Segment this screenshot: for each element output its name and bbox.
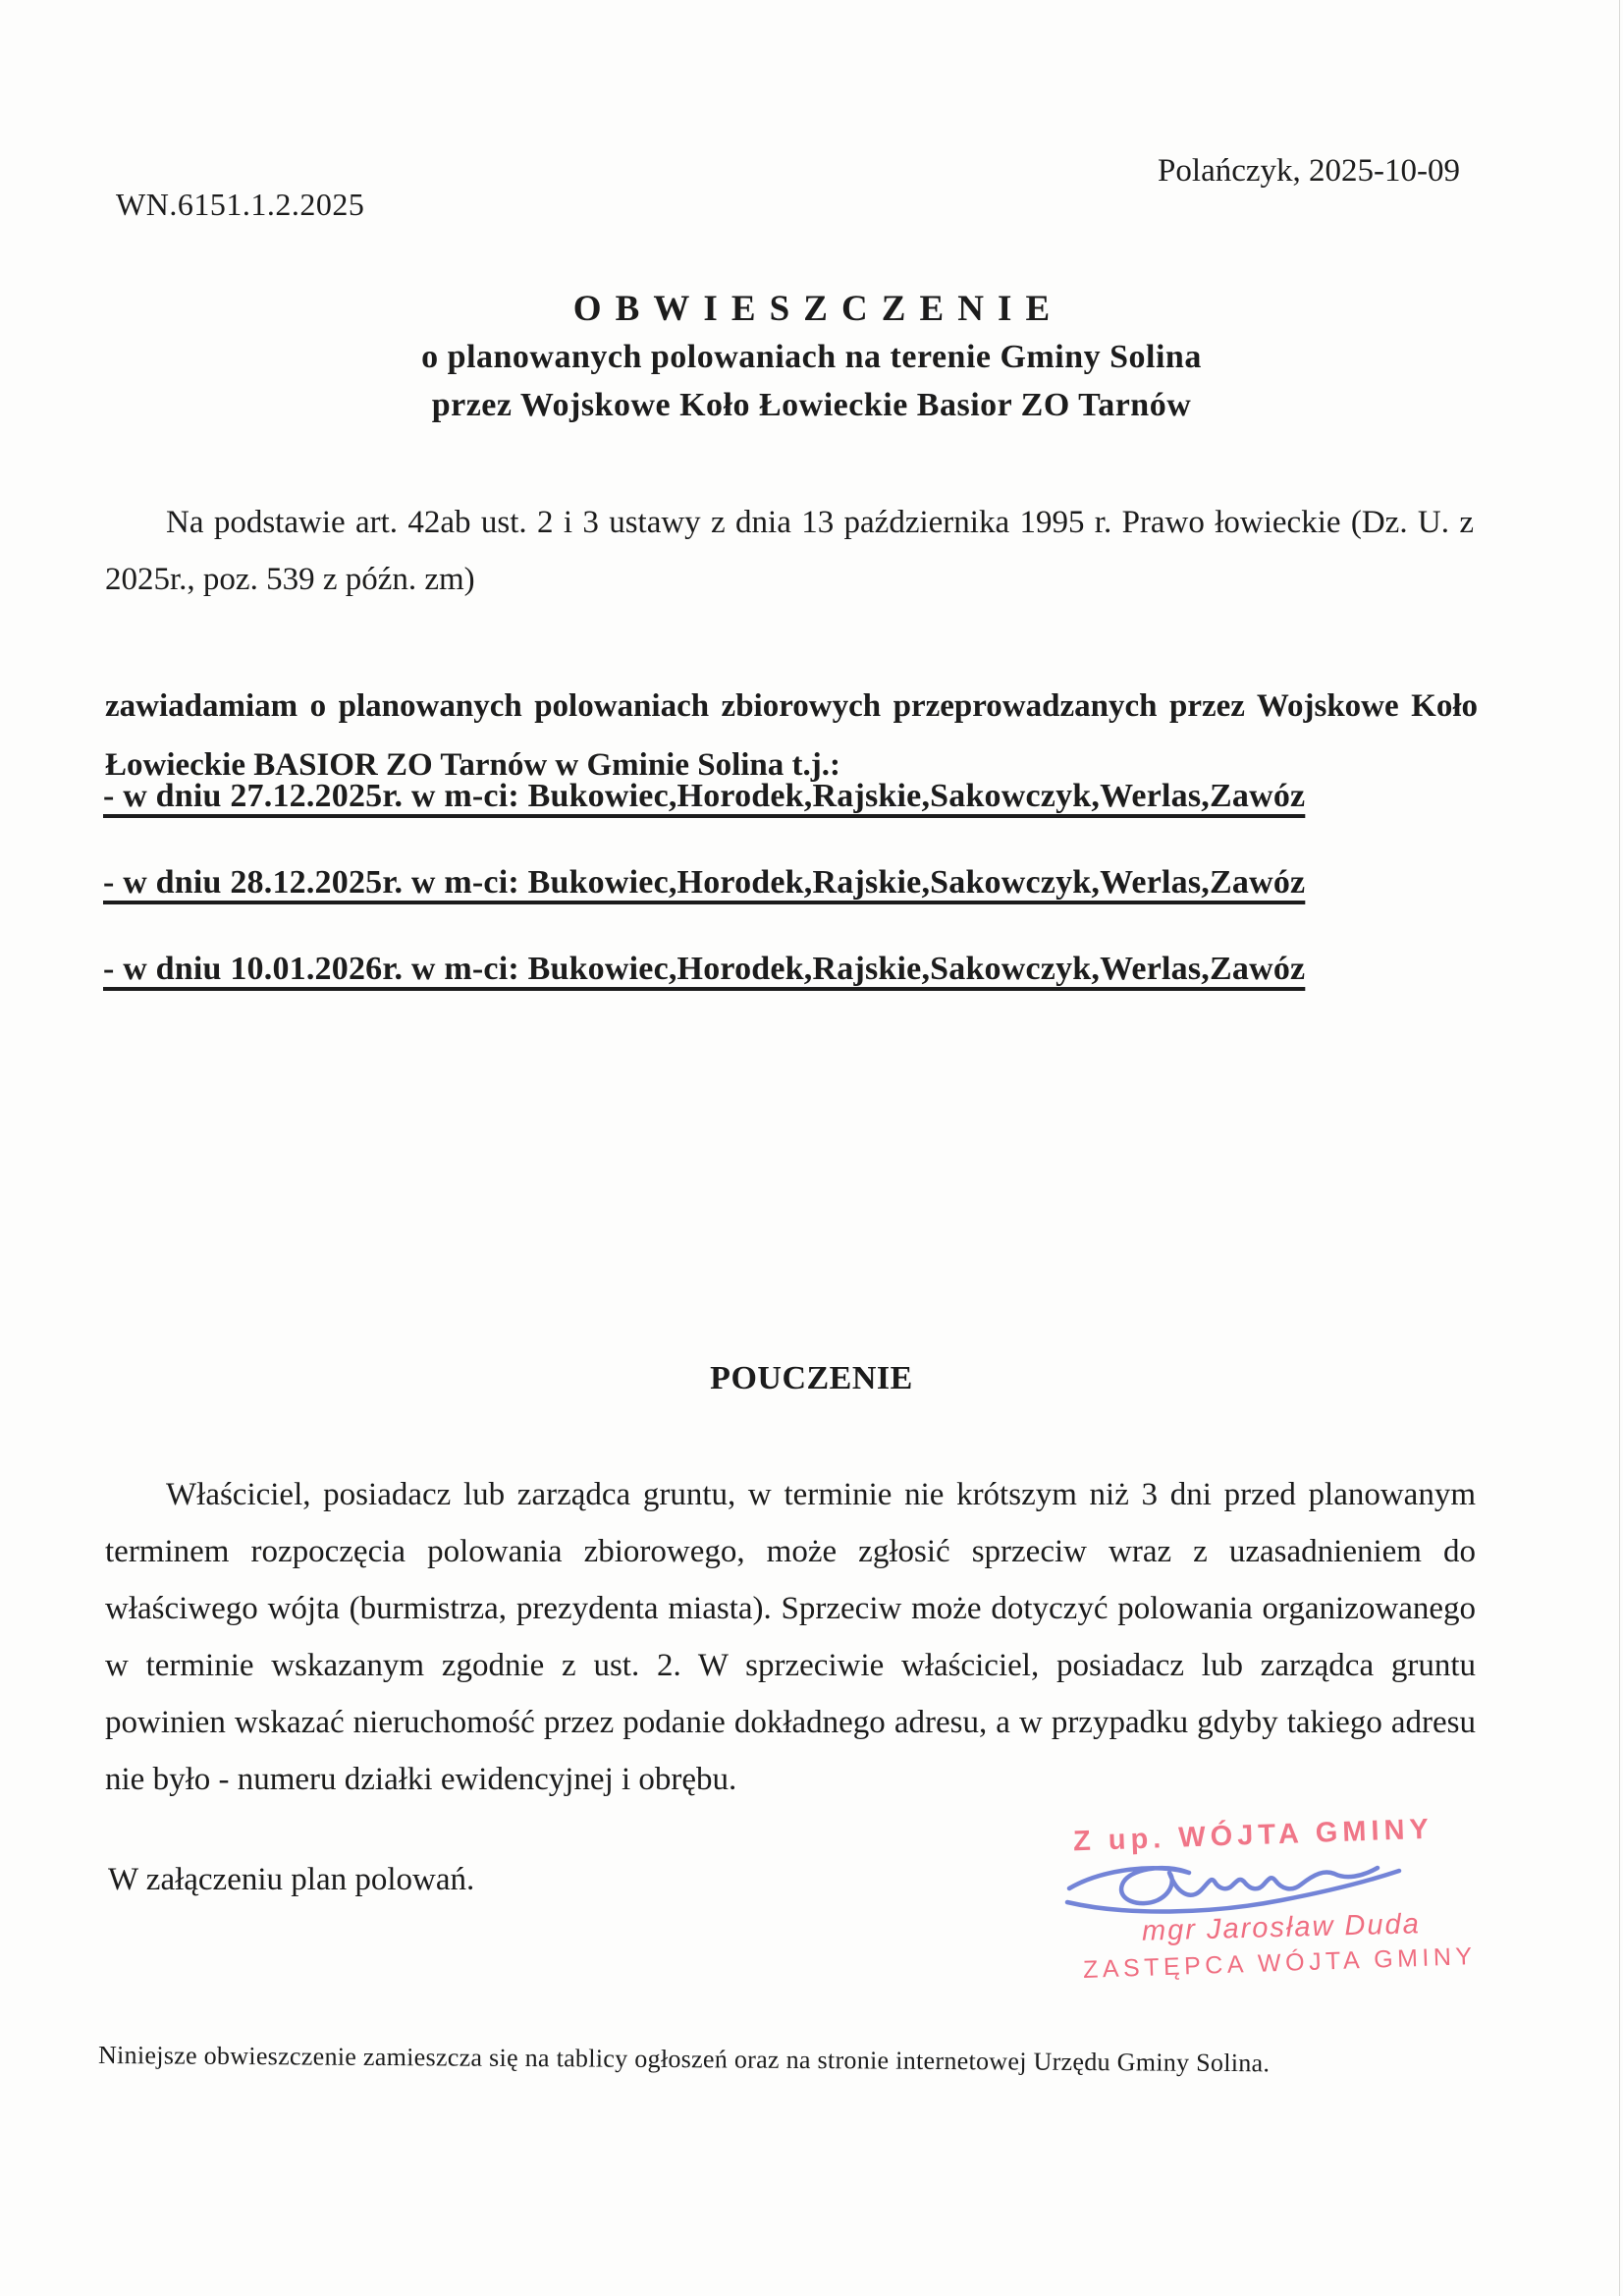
title-subject-line: o planowanych polowaniach na terenie Gminy Solina bbox=[421, 339, 1202, 375]
reference-number: WN.6151.1.2.2025 bbox=[116, 187, 365, 222]
document-title-block bbox=[0, 285, 1623, 429]
document-title: OBWIESZCZENIE bbox=[572, 289, 1064, 329]
instruction-heading: POUCZENIE bbox=[710, 1360, 913, 1396]
instruction-paragraph: Właściciel, posiadacz lub zarządca gruntu, w terminie nie krótszym niż 3 dni przed planowanym terminem rozpoczęcia polowania zbiorowego, może zgłosić sprzeciw wraz z uzasadnieniem do właściwego wójta (burmistrza, prezydenta miasta). Sprzeciw może dotyczyć polowania organizowanego w terminie wskazanym zgodnie z ust. 2. W sprzeciwie właściciel, posiadacz lub zarządca gruntu powinien wskazać nieruchomość przez podanie dokładnego adresu, a w przypadku gdyby takiego adresu nie było - numeru działki ewidencyjnej i obrębu. bbox=[105, 1477, 1476, 1797]
attachment-note: W załączeniu plan polowań. bbox=[108, 1862, 475, 1897]
hunt-date-item: - w dniu 10.01.2026r. w m-ci: Bukowiec,Horodek,Rajskie,Sakowczyk,Werlas,Zawóz bbox=[103, 951, 1306, 987]
place-and-date: Polańczyk, 2025-10-09 bbox=[1158, 153, 1460, 189]
handwritten-signature bbox=[1063, 1845, 1417, 1940]
title-issuer-line: przez Wojskowe Koło Łowieckie Basior ZO Tarnów bbox=[431, 387, 1192, 423]
legal-basis-paragraph: Na podstawie art. 42ab ust. 2 i 3 ustawy z dnia 13 października 1995 r. Prawo łowieckie (Dz. U. z 2025r., poz. 539 z późn. zm) bbox=[105, 505, 1474, 597]
stamp-and-signature-block bbox=[1055, 1812, 1488, 1998]
stamp-signer-title: ZASTĘPCA WÓJTA GMINY bbox=[1082, 1942, 1478, 1984]
hunt-date-item: - w dniu 27.12.2025r. w m-ci: Bukowiec,Horodek,Rajskie,Sakowczyk,Werlas,Zawóz bbox=[103, 778, 1306, 814]
notification-paragraph: zawiadamiam o planowanych polowaniach zbiorowych przeprowadzanych przez Wojskowe Koło Łowieckie BASIOR ZO Tarnów w Gminie Solina t.j.: bbox=[105, 688, 1478, 783]
publication-footer-note: Niniejsze obwieszczenie zamieszcza się na tablicy ogłoszeń oraz na stronie internetowej Urzędu Gminy Solina. bbox=[97, 2041, 1271, 2078]
stamp-authorization-text: Z up. WÓJTA GMINY bbox=[1072, 1813, 1434, 1858]
hunt-date-item: - w dniu 28.12.2025r. w m-ci: Bukowiec,Horodek,Rajskie,Sakowczyk,Werlas,Zawóz bbox=[103, 864, 1306, 901]
stamp-signer-name: mgr Jarosław Duda bbox=[1141, 1908, 1422, 1947]
